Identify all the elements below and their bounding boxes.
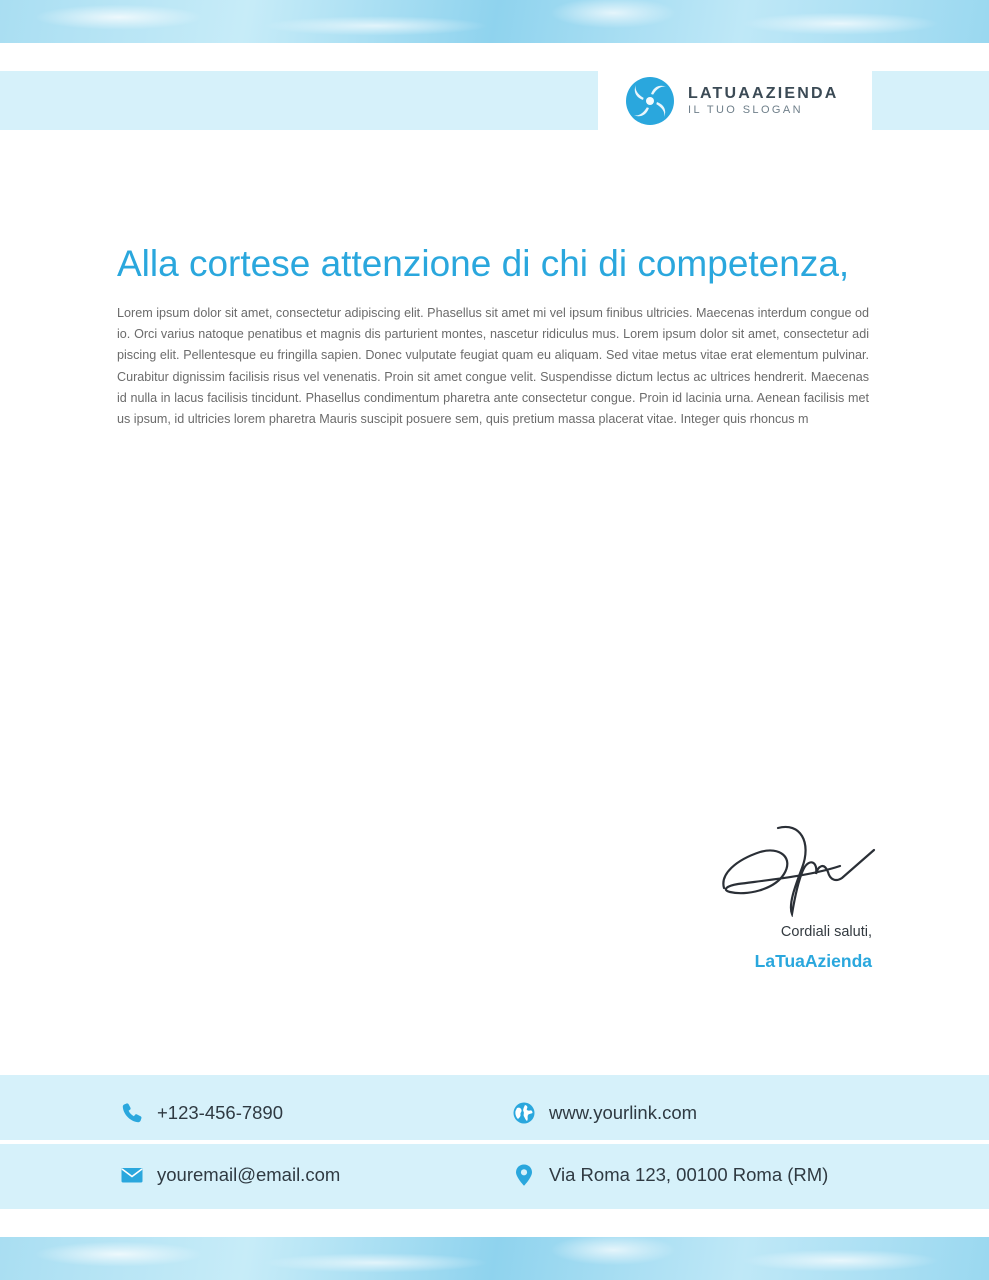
location-pin-icon xyxy=(512,1163,536,1187)
company-logo xyxy=(624,76,864,126)
swirl-logo-icon xyxy=(624,75,676,127)
letter-body: Lorem ipsum dolor sit amet, consectetur adipiscing elit. Phasellus sit amet mi vel ipsum finibus ultricies. Maecenas interdum congue odio. Orci varius natoque penatibus et magnis dis parturient montes, nascetur ridiculus mus. Lorem ipsum dolor sit amet, consectetur adipiscing elit. Pellentesque eu fringilla sapien. Donec vulputate feugiat quam eu aliquam. Sed vitae metus vitae erat elementum pulvinar. Curabitur dignissim facilisis risus vel venenatis. Proin sit amet congue velit. Suspendisse dictum lectus ac ultrices hendrerit. Maecenas id nulla in lacus facilisis tincidunt. Phasellus condimentum pharetra ante consectetur congue. Proin id lacinia urna. Aenean facilisis metus ipsum, id ultricies lorem pharetra Mauris suscipit posuere sem, quis pretium massa placerat vitae. Integer quis rhoncus m xyxy=(117,306,869,427)
signoff-company: LaTuaAzienda xyxy=(754,951,872,971)
contact-website xyxy=(512,1080,697,1145)
handwritten-signature xyxy=(718,822,878,917)
company-slogan: IL TUO SLOGAN xyxy=(688,104,803,116)
contact-address xyxy=(512,1142,828,1207)
company-name: LATUAAZIENDA xyxy=(688,85,839,102)
website-link[interactable]: www.yourlink.com xyxy=(549,1101,698,1123)
footer-water-decoration xyxy=(0,1237,989,1280)
letter-title: Alla cortese attenzione di chi di competenza, xyxy=(117,243,850,284)
street-address: Via Roma 123, 00100 Roma (RM) xyxy=(549,1163,829,1185)
closing-text: Cordiali saluti, xyxy=(780,924,872,940)
email-address[interactable]: youremail@email.com xyxy=(157,1163,341,1185)
header-band-right xyxy=(872,71,989,130)
header-band-left xyxy=(0,71,598,130)
contact-phone xyxy=(120,1080,283,1145)
phone-icon xyxy=(120,1101,144,1125)
globe-icon xyxy=(512,1101,536,1125)
envelope-icon xyxy=(120,1163,144,1187)
header-water-decoration xyxy=(0,0,989,43)
logo-text xyxy=(688,85,839,117)
contact-email xyxy=(120,1142,340,1207)
phone-number[interactable]: +123-456-7890 xyxy=(157,1101,284,1123)
